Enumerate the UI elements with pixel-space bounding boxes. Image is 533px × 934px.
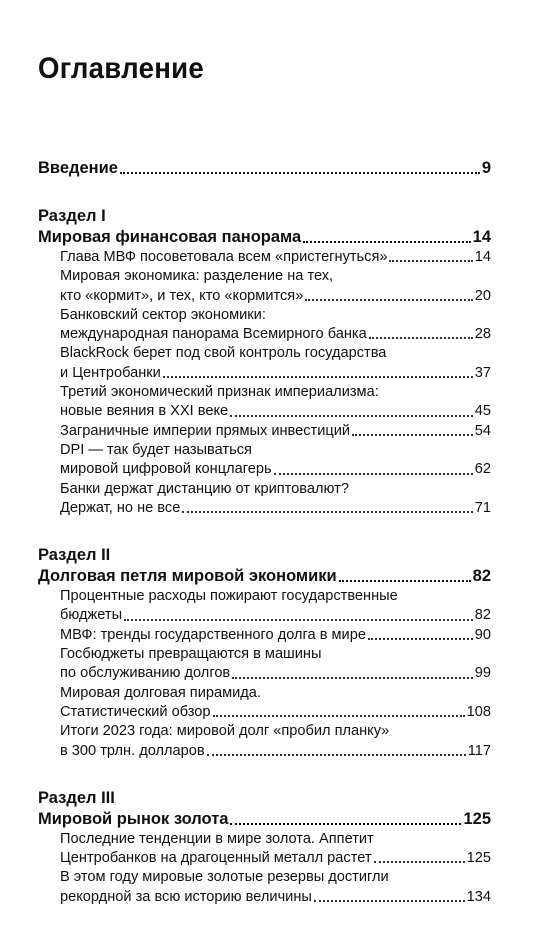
dot-leader (230, 415, 473, 417)
entry-title-line: Третий экономический признак империализма: (60, 384, 379, 401)
dot-leader (389, 260, 472, 262)
toc-entry[interactable] (60, 626, 491, 645)
entry-page-number: 28 (474, 326, 491, 343)
entry-last-line-row (60, 626, 491, 645)
toc-intro-page: 9 (481, 159, 491, 177)
entry-title-line: Процентные расходы пожирают государственные (60, 588, 398, 605)
toc-entry[interactable] (60, 830, 491, 869)
entry-last-line-row (60, 606, 491, 625)
toc-entry[interactable] (60, 441, 491, 480)
toc-intro-row[interactable] (38, 157, 491, 179)
toc-entry[interactable] (60, 868, 491, 907)
entry-title-line: кто «кормит», и тех, кто «кормится» (60, 287, 304, 304)
entry-title-line: международная панорама Всемирного банка (60, 326, 367, 343)
entry-page-number: 71 (474, 499, 491, 516)
section-title: Мировая финансовая панорама (38, 228, 302, 246)
entry-page-number: 99 (474, 665, 491, 682)
toc-entry[interactable] (60, 587, 491, 626)
dot-leader (182, 511, 472, 513)
dot-leader (303, 241, 470, 243)
entry-title-line: МВФ: тренды государственного долга в мире (60, 626, 366, 643)
dot-leader (352, 434, 473, 436)
dot-leader (213, 715, 465, 717)
dot-leader (207, 754, 466, 756)
entry-page-number: 125 (466, 850, 491, 867)
entry-last-line-row (60, 460, 491, 479)
dot-leader (163, 376, 473, 378)
entry-title-line: BlackRock берет под свой контроль государства (60, 345, 387, 362)
entry-title-line: бюджеты (60, 607, 123, 624)
toc-entry[interactable] (60, 645, 491, 684)
entry-page-number: 108 (466, 703, 491, 720)
section-title: Долговая петля мировой экономики (38, 567, 337, 586)
entry-page-number: 54 (474, 422, 491, 439)
dot-leader (314, 900, 465, 902)
toc-entry[interactable] (60, 267, 491, 306)
entry-page-number: 37 (474, 364, 491, 381)
dot-leader (124, 619, 473, 621)
entry-title-line: в 300 трлн. долларов (60, 742, 205, 759)
entry-title-line: Итоги 2023 года: мировой долг «пробил планку» (60, 723, 390, 740)
entry-title-line: В этом году мировые золотые резервы достигли (60, 869, 389, 886)
toc-sections (38, 206, 491, 907)
entry-last-line-row (60, 422, 491, 441)
entry-title-line: рекордной за всю историю величины (60, 888, 312, 905)
entry-last-line-row (60, 287, 491, 306)
entry-title-line: Держат, но не все (60, 499, 181, 516)
toc-entry[interactable] (60, 722, 491, 761)
entry-page-number: 62 (474, 461, 491, 478)
entry-last-line-row (60, 364, 491, 383)
toc-entry[interactable] (60, 422, 491, 441)
entry-page-number: 14 (474, 249, 491, 265)
section-page-number: 125 (463, 809, 491, 828)
toc-entry[interactable] (60, 248, 491, 267)
entry-title-line: Банки держат дистанцию от криптовалют? (60, 480, 349, 497)
toc-entry[interactable] (60, 344, 491, 383)
entry-title-line: Банковский сектор экономики: (60, 306, 266, 323)
entry-title-line: Последние тенденции в мире золота. Аппетит (60, 830, 374, 847)
section-entries (60, 587, 491, 761)
dot-leader (274, 473, 473, 475)
toc-entry[interactable] (60, 480, 491, 519)
dot-leader (230, 823, 461, 825)
dot-leader (232, 677, 473, 679)
entry-page-number: 90 (474, 626, 491, 643)
section-heading-row[interactable] (38, 226, 491, 248)
toc-section (38, 206, 491, 518)
section-title: Мировой рынок золота (38, 809, 229, 828)
dot-leader (368, 638, 473, 640)
entry-title-line: Заграничные империи прямых инвестиций (60, 422, 351, 439)
toc-entry[interactable] (60, 383, 491, 422)
section-heading-row[interactable] (38, 565, 491, 587)
entry-page-number: 134 (466, 888, 491, 905)
entry-title-line: по обслуживанию долгов (60, 665, 231, 682)
page-title: Оглавление (38, 52, 205, 85)
entry-last-line-row (60, 402, 491, 421)
dot-leader (305, 299, 472, 301)
dot-leader (369, 337, 473, 339)
entry-last-line-row (60, 664, 491, 683)
section-heading-row[interactable] (38, 808, 491, 830)
entry-title-line: Мировая экономика: разделение на тех, (60, 268, 334, 285)
entry-title-line: Глава МВФ посоветовала всем «пристегнуться» (60, 249, 388, 265)
entry-title-line: Госбюджеты превращаются в машины (60, 646, 322, 663)
section-page-number: 82 (472, 567, 491, 586)
dot-leader (374, 861, 465, 863)
toc-entry[interactable] (60, 306, 491, 345)
dot-leader (120, 172, 480, 174)
section-entries (60, 830, 491, 907)
entry-page-number: 117 (467, 742, 491, 759)
entry-title-line: мировой цифровой концлагерь (60, 461, 272, 478)
section-page-number: 14 (472, 228, 491, 246)
entry-last-line-row (60, 499, 491, 518)
entry-title-line: Статистический обзор (60, 703, 211, 720)
entry-title-line: Центробанков на драгоценный металл растет (60, 850, 372, 867)
toc-section (38, 788, 491, 907)
entry-title-line: DPI — так будет называться (60, 441, 252, 458)
section-entries (60, 248, 491, 518)
table-of-contents (38, 157, 491, 934)
entry-last-line-row (60, 888, 491, 907)
toc-section (38, 545, 491, 761)
entry-page-number: 20 (474, 287, 491, 304)
entry-title-line: новые веяния в XXI веке (60, 403, 229, 420)
entry-last-line-row (60, 325, 491, 344)
entry-title-line: и Центробанки (60, 364, 161, 381)
toc-intro-title: Введение (38, 159, 118, 177)
entry-page-number: 45 (474, 403, 491, 420)
entry-last-line-row (60, 703, 491, 722)
entry-last-line-row (60, 248, 491, 267)
entry-last-line-row (60, 742, 491, 761)
section-label: Раздел III (38, 788, 115, 807)
section-label: Раздел I (38, 207, 106, 225)
dot-leader (339, 580, 471, 582)
entry-title-line: Мировая долговая пирамида. (60, 684, 261, 701)
toc-entry[interactable] (60, 684, 491, 723)
entry-page-number: 82 (474, 607, 491, 624)
section-label: Раздел II (38, 546, 111, 565)
